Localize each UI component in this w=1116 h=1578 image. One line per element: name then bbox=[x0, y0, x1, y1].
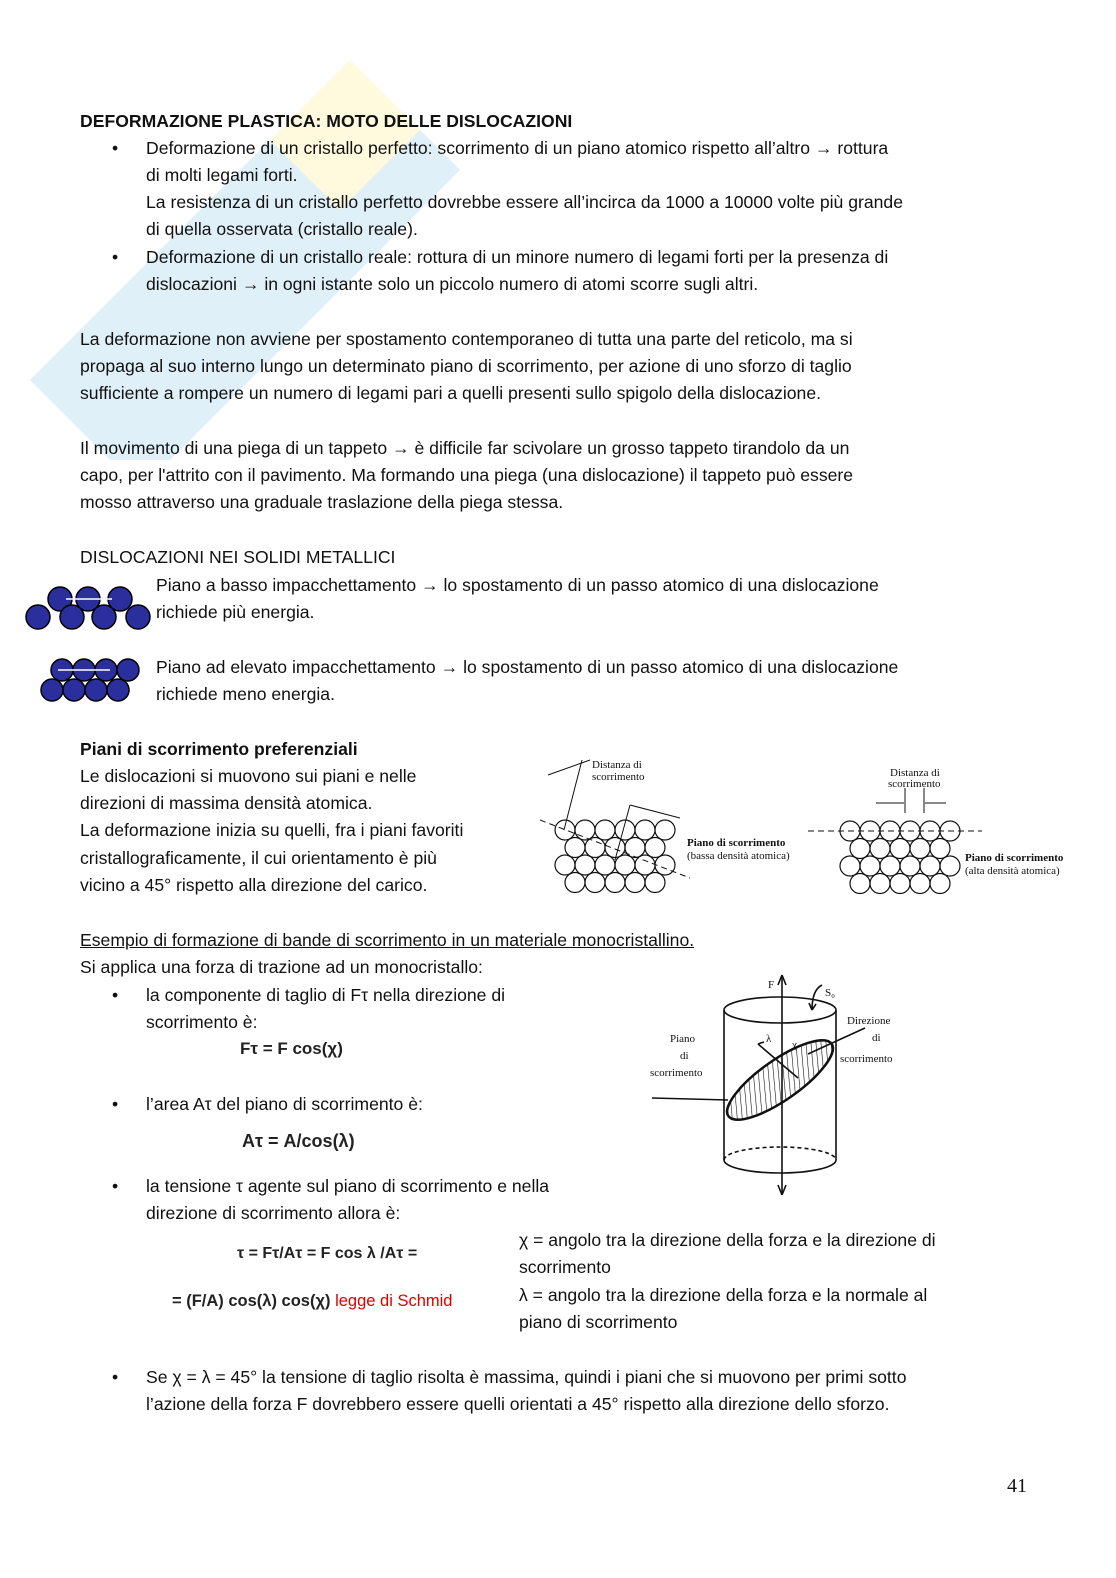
text-line: Piano a basso impacchettamento → lo spostamento di un passo atomico di una dislocazione bbox=[156, 575, 879, 595]
text-line: Se χ = λ = 45° la tensione di taglio risolta è massima, quindi i piani che si muovono per primi sotto bbox=[146, 1367, 907, 1387]
atom-circle bbox=[595, 855, 615, 875]
text-line: dislocazioni → in ogni istante solo un piccolo numero di atomi scorre sugli altri. bbox=[146, 274, 759, 294]
text-line: Piano ad elevato impacchettamento → lo spostamento di un passo atomico di una dislocazione bbox=[156, 657, 899, 677]
page-number: 41 bbox=[1007, 1475, 1027, 1497]
atom-circle bbox=[565, 838, 585, 858]
bullet: • bbox=[112, 138, 119, 158]
schmid-cylinder-figure bbox=[640, 970, 920, 1210]
atom-circle bbox=[595, 820, 615, 840]
fig1-distance-label: scorrimento bbox=[592, 771, 645, 783]
atom-circle bbox=[565, 873, 585, 893]
text-line: La resistenza di un cristallo perfetto dovrebbe essere all’incirca da 1000 a 10000 volte più grande bbox=[146, 192, 904, 212]
atom-circle bbox=[850, 839, 870, 859]
bullet: • bbox=[112, 1176, 119, 1196]
atom-circle bbox=[645, 873, 665, 893]
atom-circle bbox=[890, 839, 910, 859]
atom-circle bbox=[605, 838, 625, 858]
bullet: • bbox=[112, 1094, 119, 1114]
atom-circle bbox=[575, 855, 595, 875]
example-heading: Esempio di formazione di bande di scorrimento in un materiale monocristallino. bbox=[80, 930, 695, 950]
atom-circle bbox=[555, 820, 575, 840]
atom-circle bbox=[860, 856, 880, 876]
atom-circle bbox=[635, 820, 655, 840]
atom-circle bbox=[920, 856, 940, 876]
direction-label: Direzione bbox=[847, 1015, 891, 1027]
atom-circle bbox=[870, 839, 890, 859]
text-line: La deformazione non avviene per spostamento contemporaneo di tutta una parte del reticolo, ma si bbox=[80, 329, 853, 349]
fig2-plane-label: (alta densità atomica) bbox=[965, 865, 1060, 877]
text-line: la tensione τ agente sul piano di scorrimento e nella bbox=[146, 1176, 550, 1196]
text-line: λ = angolo tra la direzione della forza e la normale al bbox=[519, 1285, 928, 1305]
atom-circle bbox=[940, 856, 960, 876]
text-line: Le dislocazioni si muovono sui piani e nelle bbox=[80, 766, 417, 786]
text-line: La deformazione inizia su quelli, fra i piani favoriti bbox=[80, 820, 464, 840]
formula-schmid bbox=[172, 1289, 452, 1313]
fig1-plane-label: Piano di scorrimento bbox=[687, 837, 786, 849]
text-line: direzioni di massima densità atomica. bbox=[80, 793, 373, 813]
text-line: Deformazione di un cristallo reale: rottura di un minore numero di legami forti per la presenza di bbox=[146, 247, 889, 267]
section-heading: DISLOCAZIONI NEI SOLIDI METALLICI bbox=[80, 547, 396, 567]
atom-circle bbox=[910, 874, 930, 894]
atom-circle bbox=[880, 856, 900, 876]
atom-circle bbox=[890, 874, 910, 894]
atom-circle bbox=[585, 873, 605, 893]
fig2-plane-label: Piano di scorrimento bbox=[965, 852, 1064, 864]
atom-circle bbox=[840, 856, 860, 876]
bullet: • bbox=[112, 1367, 119, 1387]
fig1-distance-label: Distanza di bbox=[592, 759, 642, 771]
schmid-law-label: legge di Schmid bbox=[335, 1292, 453, 1310]
atom-circle bbox=[930, 874, 950, 894]
plane-label: di bbox=[680, 1050, 689, 1062]
text-line: Si applica una forza di trazione ad un monocristallo: bbox=[80, 957, 483, 977]
text-line: Deformazione di un cristallo perfetto: scorrimento di un piano atomico rispetto all’altro → rottura bbox=[146, 138, 889, 158]
text-line: direzione di scorrimento allora è: bbox=[146, 1203, 401, 1223]
lambda-label: λ bbox=[766, 1033, 772, 1045]
atom-circle bbox=[615, 855, 635, 875]
text-line: di molti legami forti. bbox=[146, 165, 298, 185]
slip-plane-figures bbox=[540, 750, 1080, 900]
subheading: Piani di scorrimento preferenziali bbox=[80, 739, 358, 759]
fig1-plane-label: (bassa densità atomica) bbox=[687, 850, 790, 862]
atom-circle bbox=[655, 820, 675, 840]
chi-label: χ bbox=[792, 1039, 797, 1051]
plane-label: Piano bbox=[670, 1033, 696, 1045]
atom-circle bbox=[585, 838, 605, 858]
force-label: F bbox=[768, 979, 775, 991]
text-line: richiede meno energia. bbox=[156, 684, 335, 704]
text-line: richiede più energia. bbox=[156, 602, 315, 622]
atom-circle bbox=[900, 856, 920, 876]
text-line: capo, per l'attrito con il pavimento. Ma formando una piega (una dislocazione) il tappeto può essere bbox=[80, 465, 854, 485]
text-line: vicino a 45° rispetto alla direzione del carico. bbox=[80, 875, 428, 895]
text-line: l’azione della forza F dovrebbero essere quelli orientati a 45° rispetto alla direzione dello sforzo. bbox=[146, 1394, 890, 1414]
atom-circle bbox=[655, 855, 675, 875]
formula-schmid-expr: = (F/A) cos(λ) cos(χ) bbox=[172, 1292, 331, 1310]
atom-circle bbox=[870, 874, 890, 894]
text-line: χ = angolo tra la direzione della forza e la direzione di bbox=[519, 1230, 936, 1250]
atom-circle bbox=[645, 838, 665, 858]
atom-circle bbox=[850, 874, 870, 894]
text-line: cristallograficamente, il cui orientamento è più bbox=[80, 848, 437, 868]
direction-label: di bbox=[872, 1032, 881, 1044]
text-line: l’area Aτ del piano di scorrimento è: bbox=[146, 1094, 423, 1114]
area-label: S₀ bbox=[825, 987, 835, 999]
text-line: sufficiente a rompere un numero di legami pari a quelli presenti sullo spigolo della dislocazione. bbox=[80, 383, 821, 403]
formula-shear-force: Fτ = F cos(χ) bbox=[240, 1039, 343, 1058]
text-line: mosso attraverso una graduale traslazione della piega stessa. bbox=[80, 492, 564, 512]
atom-circle bbox=[625, 873, 645, 893]
formula-area: Aτ = A/cos(λ) bbox=[242, 1131, 355, 1151]
bullet: • bbox=[112, 985, 119, 1005]
text-line: di quella osservata (cristallo reale). bbox=[146, 219, 418, 239]
direction-label: scorrimento bbox=[840, 1053, 893, 1065]
text-line: scorrimento bbox=[519, 1257, 611, 1277]
low-packing-atoms-figure bbox=[22, 584, 157, 632]
text-line: piano di scorrimento bbox=[519, 1312, 678, 1332]
plane-label: scorrimento bbox=[650, 1067, 703, 1079]
fig2-distance-label: Distanza di bbox=[890, 767, 940, 779]
formula-tau: τ = Fτ/Aτ = F cos λ /Aτ = bbox=[237, 1245, 418, 1262]
atom-circle bbox=[930, 839, 950, 859]
bullet: • bbox=[112, 247, 119, 267]
text-line: Il movimento di una piega di un tappeto → è difficile far scivolare un grosso tappeto tirandolo da un bbox=[80, 438, 850, 458]
fig2-distance-label: scorrimento bbox=[888, 778, 941, 790]
high-packing-atoms-figure bbox=[40, 656, 140, 704]
atom-circle bbox=[555, 855, 575, 875]
text-line: la componente di taglio di Fτ nella direzione di bbox=[146, 985, 506, 1005]
text-line: scorrimento è: bbox=[146, 1012, 258, 1032]
atom-circle bbox=[575, 820, 595, 840]
text-line: propaga al suo interno lungo un determinato piano di scorrimento, per azione di uno sforzo di taglio bbox=[80, 356, 852, 376]
atom-circle bbox=[605, 873, 625, 893]
atom-circle bbox=[910, 839, 930, 859]
page-title: DEFORMAZIONE PLASTICA: MOTO DELLE DISLOCAZIONI bbox=[80, 111, 573, 131]
